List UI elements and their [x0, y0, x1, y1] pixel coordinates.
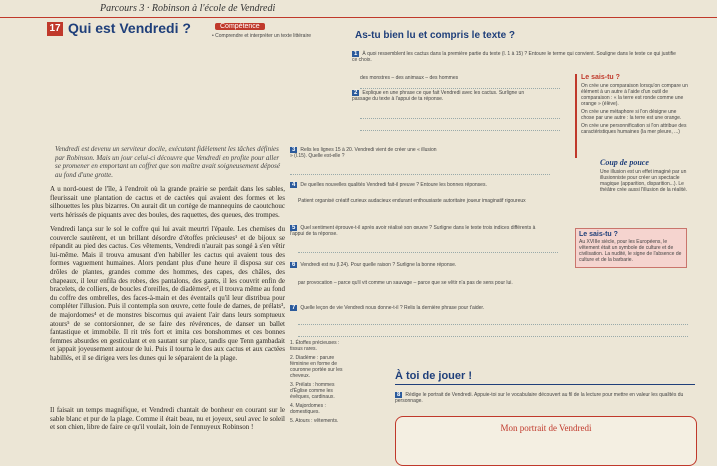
question-text: De quelles nouvelles qualités Vendredi fait-il preuve ? Entoure les bonnes réponses.	[300, 182, 487, 188]
question-text: À quoi ressemblent les cactus dans la première partie du texte (l. 1 à 15) ? Entoure le terme qui convient. Souligne dans le texte ce qui justifie ce choix.	[352, 51, 676, 63]
question-2	[352, 90, 542, 102]
le-sais-tu-box-2	[575, 228, 687, 268]
answer-line[interactable]	[298, 318, 688, 325]
question-5	[290, 225, 550, 237]
glossary-item: 3. Prélats : hommes d'Église comme les évêques, cardinaux.	[290, 382, 335, 400]
competence-label: Compétence	[215, 23, 265, 30]
question-text: Relis les lignes 15 à 20. Vendredi vient de créer une « illusion » (l.15). Quelle est-elle ?	[290, 147, 437, 159]
question-number: 8	[397, 392, 401, 398]
a-toi-rule	[395, 384, 695, 385]
coup-de-pouce-box	[600, 158, 688, 193]
text-paragraph-3: Il faisait un temps magnifique, et Vendredi chantait de bonheur en courant sur le sable blanc et pur de la plage. Comme il était beau, nu et joyeux, seul avec le soleil et son chien, libre de faire ce qu'il voulait, loin de l'ennuyeux Robinson !	[50, 406, 285, 432]
question-text: Vendredi est nu (l.24). Pour quelle raison ? Surligne la bonne réponse.	[300, 262, 457, 268]
glossary-item: 2. Diadème : parure féminine en forme de couronne portée sur les cheveux.	[290, 355, 343, 379]
question-6-choices[interactable]: par provocation – parce qu'il vit comme un sauvage – parce que se vêtir n'a pas de sens pour lui.	[298, 280, 513, 286]
questions-title: As-tu bien lu et compris le texte ?	[355, 30, 516, 41]
coup-de-pouce-text: Une illusion est un effet imaginé par un illusionniste pour créer un spectacle magique (apparition, disparition...). Le théâtre crée aussi l'illusion de la réalité.	[600, 169, 688, 193]
glossary-item: 4. Majordomes : domestiques.	[290, 403, 326, 415]
question-text: Quelle leçon de vie Vendredi nous donne-t-il ? Relis la dernière phrase pour t'aider.	[300, 305, 485, 311]
question-3	[290, 147, 440, 159]
lesson-badge: 17	[47, 22, 63, 36]
a-toi-instruction	[395, 392, 695, 404]
answer-line[interactable]	[360, 82, 560, 89]
coup-de-pouce-title: Coup de pouce	[600, 158, 649, 167]
a-toi-title: À toi de jouer !	[395, 370, 472, 382]
question-1	[352, 51, 682, 63]
question-7	[290, 305, 690, 311]
parcours-header: Parcours 3 · Robinson à l'école de Vendredi	[100, 3, 276, 14]
header-rule	[0, 17, 717, 18]
question-6	[290, 262, 490, 268]
le-sais-tu-box-1	[575, 74, 689, 158]
lesson-title: Qui est Vendredi ?	[68, 20, 191, 36]
le-sais-tu-line: On crée une comparaison lorsqu'on compare un élément à un autre à l'aide d'un outil de comparaison : « la terre est ronde comme une orange » (élève).	[581, 83, 688, 107]
question-number: 3	[292, 147, 296, 153]
answer-line[interactable]	[290, 168, 550, 175]
question-text: Quel sentiment éprouve-t-il après avoir réalisé son œuvre ? Surligne dans le texte trois indices différents à l'appui de ta réponse.	[290, 225, 536, 237]
question-4-choices[interactable]: Patient organisé créatif curieux audacieux endurant enthousiaste autoritaire joueur imaginatif rigoureux	[298, 198, 526, 204]
question-number: 2	[354, 90, 358, 96]
text-paragraph-1: A u nord-ouest de l'île, à l'endroit où la grande prairie se perdait dans les sables, fleurissait une plantation de cactus et de cactées qui avaient des formes et les silhouettes les plus bizarres. On aurait dit un cortège de mannequins de caoutchouc verts hérissés de piquants avec des boules, des raquettes, des queues, des trompes.	[50, 185, 285, 219]
question-text: Explique en une phrase ce que fait Vendredi avec les cactus. Surligne un passage du texte à l'appui de ta réponse.	[352, 90, 525, 102]
portrait-title: Mon portrait de Vendredi	[500, 423, 592, 433]
text-paragraph-2: Vendredi lança sur le sol le coffre qui lui avait meurtri l'épaule. Les chemises du couvercle sautèrent, et un brillant désordre d'étoffes précieuses¹ et de bijoux se répandit au pied des cactus. Ces vêtements, Vendredi n'aurait pas songé à s'en vêtir lui-même. Mais il trouva amusant d'en habiller les cactus qui avaient tous des formes vaguement humaines. Alors pendant plus d'une heure il disposa sur ces drôles de plantes, grandes comme des hommes, des capes, des châles, des chapeaux, il leur enfila des robes, des pantalons, des gants, il les couvrit enfin de bracelets, de colliers, de boucles d'oreilles, de diadèmes², et il trouva même au fond du coffre des ombrelles, des faces-à-main et des éventails qu'il leur distribua pour compléter l'illusion. Puis il contempla son œuvre, cette foule de dames, de prélats³, de majordomes⁴ et de monstres biscornus qui avaient l'air dans leurs somptueux atours⁵ de se contorsionner, de se faire des révérences, de danser un ballet fantastique et immobile. Il rit très fort et imita ces bonshommes et ces bonnes femmes absurdes en gesticulant et en sautant sur place, tandis que Tenn gambadait et jappait joyeusement autour de lui. Puis il tourna le dos aux cactus et aux cactées habillés, et il se dirigea vers les dunes qui le séparaient de la plage.	[50, 225, 285, 362]
question-4	[290, 182, 490, 188]
portrait-answer-box[interactable]	[395, 416, 697, 466]
le-sais-tu-title: Le sais-tu ?	[579, 231, 618, 238]
le-sais-tu-text: Au XVIIIe siècle, pour les Européens, le vêtement était un symbole de culture et de civilisation. La nudité, le signe de l'absence de culture et de la barbarie.	[579, 239, 682, 263]
answer-line[interactable]	[360, 112, 560, 119]
question-number: 1	[354, 51, 358, 57]
question-number: 5	[292, 225, 296, 231]
question-1-choices[interactable]: des monstres – des animaux – des hommes	[360, 75, 459, 81]
answer-line[interactable]	[360, 124, 560, 131]
le-sais-tu-title: Le sais-tu ?	[581, 74, 620, 81]
question-number: 7	[292, 305, 296, 311]
question-number: 6	[292, 262, 296, 268]
answer-line[interactable]	[298, 330, 688, 337]
intro-text: Vendredi est devenu un serviteur docile, exécutant fidèlement les tâches définies par Robinson. Mais un jour celui-ci découvre que Vendredi en profite pour aller se promener en emportant un coffret que son maître avait soigneusement déposé au fond d'une grotte.	[55, 145, 280, 179]
competence-text: • Comprendre et interpréter un texte littéraire	[212, 33, 312, 39]
le-sais-tu-line: On crée une métaphore si l'on désigne une chose par une autre : la terre est une orange.	[581, 109, 682, 121]
question-number: 4	[292, 182, 296, 188]
le-sais-tu-line: On crée une personnification si l'on attribue des caractéristiques humaines (la mer pleure, ...)	[581, 123, 687, 135]
glossary-item: 1. Étoffes précieuses : tissus rares.	[290, 340, 340, 352]
glossary-item: 5. Atours : vêtements.	[290, 418, 339, 424]
glossary	[290, 340, 348, 424]
answer-line[interactable]	[298, 246, 558, 253]
a-toi-text: Rédige le portrait de Vendredi. Appuie-toi sur le vocabulaire découvert au fil de la lecture pour mettre en valeur les qualités du personnage.	[395, 392, 684, 404]
